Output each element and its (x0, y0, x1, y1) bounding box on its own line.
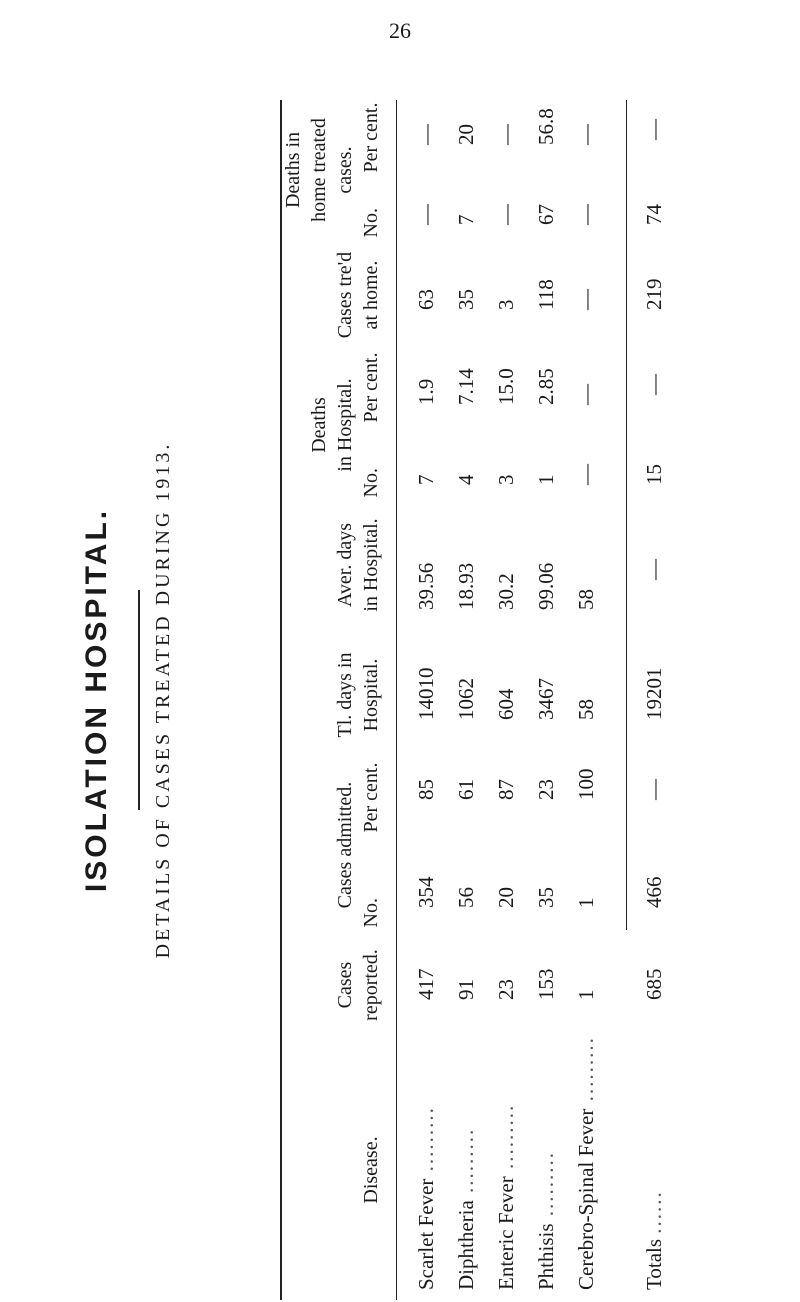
row-deaths-hospital-pct: — (574, 384, 598, 405)
totals-deaths-home-pct: — (642, 119, 666, 140)
row-deaths-home-no: — (414, 204, 438, 225)
document-subtitle: DETAILS OF CASES TREATED DURING 1913. (152, 441, 174, 959)
row-admitted-pct: 23 (534, 779, 558, 800)
row-deaths-home-pct: — (414, 124, 438, 145)
totals-deaths-hospital-no: 15 (642, 464, 666, 485)
row-deaths-hospital-no: — (574, 464, 598, 485)
totals-deaths-home-no: 74 (642, 204, 666, 225)
title-underline (138, 590, 140, 810)
header-total-days: Tl. days in Hospital. (334, 652, 382, 738)
row-deaths-home-no: 67 (534, 204, 558, 225)
row-home-cases: 63 (414, 289, 438, 310)
row-deaths-home-pct: — (494, 124, 518, 145)
row-reported: 1 (574, 989, 598, 1000)
row-deaths-home-no: — (574, 204, 598, 225)
header-admitted: Cases admitted. No. Per cent. (334, 762, 382, 928)
row-reported: 153 (534, 968, 558, 1000)
table-row-totals (642, 100, 672, 1300)
row-total-days: 1062 (454, 678, 478, 720)
table-top-rule (280, 100, 282, 1300)
row-admitted-no: 56 (454, 887, 478, 908)
row-admitted-no: 354 (414, 876, 438, 908)
table-row (574, 100, 604, 1300)
row-deaths-hospital-no: 1 (534, 474, 558, 485)
row-deaths-hospital-pct: 15.0 (494, 368, 518, 405)
header-reported: Cases reported. (334, 949, 382, 1021)
row-admitted-no: 1 (574, 897, 598, 908)
row-reported: 91 (454, 979, 478, 1000)
row-reported: 23 (494, 979, 518, 1000)
totals-admitted-no: 466 (642, 876, 666, 908)
header-home-cases: Cases tre'd at home. (334, 251, 382, 339)
totals-home-cases: 219 (642, 278, 666, 310)
row-admitted-pct: 85 (414, 779, 438, 800)
row-deaths-hospital-pct: 2.85 (534, 368, 558, 405)
row-disease: Diphtheria ......... (454, 1127, 478, 1290)
totals-deaths-hospital-pct: — (642, 374, 666, 395)
table-row (494, 100, 524, 1300)
row-average-days: 99.06 (534, 562, 558, 610)
totals-admitted-pct: — (642, 779, 666, 800)
row-deaths-home-pct: 56.8 (534, 108, 558, 145)
row-deaths-home-no: 7 (454, 214, 478, 225)
row-home-cases: 118 (534, 279, 558, 310)
totals-average-days: — (642, 559, 666, 580)
row-deaths-hospital-no: 3 (494, 474, 518, 485)
cases-table (280, 100, 700, 1300)
row-home-cases: 3 (494, 299, 518, 310)
row-reported: 417 (414, 968, 438, 1000)
row-disease: Phthisis ......... (534, 1150, 558, 1290)
document-title: ISOLATION HOSPITAL. (80, 507, 113, 893)
row-deaths-hospital-pct: 7.14 (454, 368, 478, 405)
table-row (534, 100, 564, 1300)
row-admitted-pct: 61 (454, 779, 478, 800)
row-deaths-home-pct: 20 (454, 124, 478, 145)
row-average-days: 39.56 (414, 562, 438, 610)
row-home-cases: — (574, 289, 598, 310)
totals-total-days: 19201 (642, 667, 666, 720)
rotated-table-sheet (80, 100, 720, 1300)
row-disease: Scarlet Fever ......... (414, 1106, 438, 1290)
row-total-days: 604 (494, 688, 518, 720)
row-deaths-hospital-no: 4 (454, 474, 478, 485)
row-deaths-hospital-no: 7 (414, 474, 438, 485)
header-deaths-hospital: Deaths in Hospital. No. Per cent. (308, 352, 382, 498)
table-row (454, 100, 484, 1300)
row-admitted-no: 35 (534, 887, 558, 908)
row-disease: Cerebro-Spinal Fever ......... (574, 1036, 598, 1290)
totals-reported: 685 (642, 968, 666, 1000)
header-disease: Disease. (360, 1136, 382, 1204)
totals-rule-upper (626, 100, 627, 930)
totals-label: Totals ...... (642, 1190, 666, 1290)
page-number: 26 (389, 18, 411, 43)
row-admitted-pct: 100 (574, 768, 598, 800)
row-average-days: 18.93 (454, 562, 478, 610)
row-admitted-no: 20 (494, 887, 518, 908)
row-total-days: 14010 (414, 667, 438, 720)
row-deaths-home-no: — (494, 204, 518, 225)
row-deaths-home-pct: — (574, 124, 598, 145)
row-home-cases: 35 (454, 289, 478, 310)
header-rule (396, 100, 397, 1300)
row-total-days: 58 (574, 699, 598, 720)
table-row (414, 100, 444, 1300)
header-average-days: Aver. days in Hospital. (334, 518, 382, 612)
header-deaths-home: Deaths in home treated cases. No. Per cent. (282, 102, 382, 238)
row-disease: Enteric Fever ......... (494, 1103, 518, 1290)
row-admitted-pct: 87 (494, 779, 518, 800)
row-average-days: 30.2 (494, 573, 518, 610)
row-deaths-hospital-pct: 1.9 (414, 378, 438, 405)
row-total-days: 3467 (534, 678, 558, 720)
row-average-days: 58 (574, 589, 598, 610)
